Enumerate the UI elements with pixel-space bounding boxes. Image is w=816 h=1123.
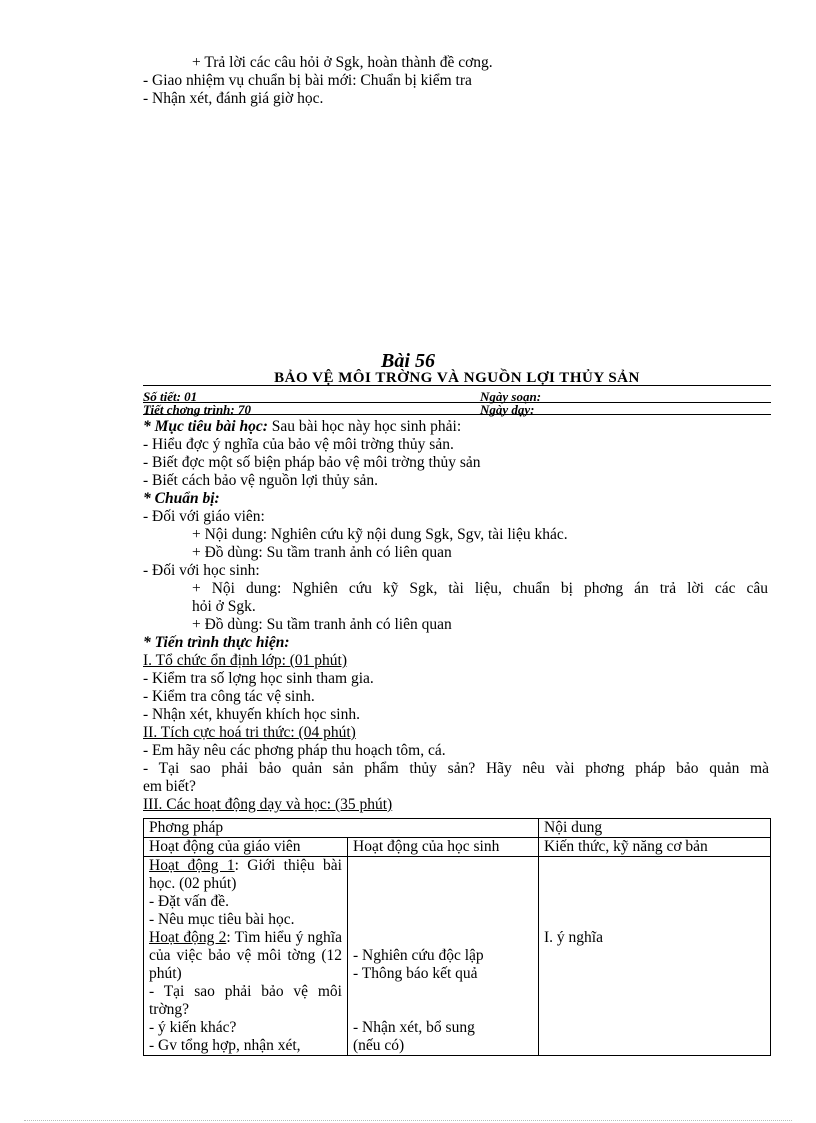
chuan-bi-hs-do-dung: + Đồ dùng: Su tầm tranh ảnh có liên quan (192, 616, 452, 633)
noi-dung-cell (539, 857, 771, 1056)
hd1-text: : Giới thiệu bài học. (02 phút) (149, 857, 342, 892)
top-line-1: + Trả lời các câu hỏi ở Sgk, hoàn thành đề cơng. (192, 54, 493, 71)
tien-trinh-heading: * Tiến trình thực hiện: (143, 634, 290, 651)
table-header-row-2 (144, 838, 771, 857)
activities-table (143, 818, 771, 1056)
section-1-item-1: - Kiểm tra số lợng học sinh tham gia. (143, 670, 374, 687)
nd-section-y-nghia: I. ý nghĩa (544, 929, 603, 946)
section-2-question-1: - Em hãy nêu các phơng pháp thu hoạch tôm, cá. (143, 742, 446, 759)
hs-activities-cell (348, 857, 539, 1056)
section-1-item-3: - Nhận xét, khuyến khích học sinh. (143, 706, 360, 723)
chuan-bi-gv-label: - Đối với giáo viên: (143, 508, 265, 525)
muc-tieu-intro: Sau bài học này học sinh phải: (267, 418, 462, 435)
nd-spacer (544, 857, 765, 929)
ngay-soan: Ngày soạn: (480, 389, 542, 404)
chuan-bi-heading: * Chuẩn bị: (143, 490, 220, 507)
gv-line-dat-van-de: - Đặt vấn đề. (149, 893, 230, 910)
hs-line-thong-bao: - Thông báo kết quả (353, 965, 478, 982)
gv-line-y-kien: - ý kiến khác? (149, 1019, 237, 1036)
header-gv: Hoạt động của giáo viên (144, 838, 348, 857)
muc-tieu-item-1: - Hiểu đợc ý nghĩa của bảo vệ môi trờng thủy sản. (143, 436, 454, 453)
table-row (144, 857, 771, 1056)
section-1-title: I. Tổ chức ổn định lớp: (01 phút) (143, 652, 348, 669)
header-hs: Hoạt động của học sinh (348, 838, 539, 857)
lesson-number: Bài 56 (381, 350, 435, 372)
top-line-2: - Giao nhiệm vụ chuẩn bị bài mới: Chuẩn bị kiểm tra (143, 72, 472, 89)
section-2-question-2a: - Tại sao phải bảo quản sản phẩm thủy sản? Hãy nêu vài phơng pháp bảo quản mà (143, 760, 769, 777)
gv-hoat-dong-1 (149, 857, 342, 893)
hd1-label: Hoạt động 1 (149, 857, 235, 874)
hs-line-nhan-xet: - Nhận xét, bổ sung (353, 1019, 475, 1036)
hs-line-nghien-cuu: - Nghiên cứu độc lập (353, 947, 484, 964)
meta-rule-2 (143, 414, 771, 415)
top-line-3: - Nhận xét, đánh giá giờ học. (143, 90, 324, 107)
gv-line-muc-tieu: - Nêu mục tiêu bài học. (149, 911, 295, 928)
section-2-title: II. Tích cực hoá tri thức: (04 phút) (143, 724, 356, 741)
so-tiet: Số tiết: 01 (143, 389, 198, 404)
tiet-chuong-trinh: Tiết chơng trình: 70 (143, 402, 251, 417)
section-2-question-2b: em biết? (143, 778, 196, 795)
header-phuong-phap: Phơng pháp (144, 819, 539, 838)
muc-tieu-heading: * Mục tiêu bài học: (143, 418, 268, 435)
chuan-bi-gv-noi-dung: + Nội dung: Nghiên cứu kỹ nội dung Sgk, Sgv, tài liệu khác. (192, 526, 568, 543)
chuan-bi-gv-do-dung: + Đồ dùng: Su tầm tranh ảnh có liên quan (192, 544, 452, 561)
muc-tieu-line (143, 418, 461, 436)
ngay-day: Ngày dạy: (480, 402, 535, 417)
chuan-bi-hs-noi-dung-2: hỏi ở Sgk. (192, 598, 256, 615)
gv-line-tai-sao: - Tại sao phải bảo vệ môi trờng? (149, 983, 342, 1018)
section-3-title: III. Các hoạt động dạy và học: (35 phút) (143, 796, 393, 813)
hd2-label: Hoạt động 2 (149, 929, 227, 946)
chuan-bi-hs-label: - Đối với học sinh: (143, 562, 260, 579)
chuan-bi-hs-noi-dung-1: + Nội dung: Nghiên cứu kỹ Sgk, tài liệu, chuẩn bị phơng án trả lời các câu (192, 580, 768, 597)
hs-spacer-1 (353, 857, 533, 947)
table-header-row-1 (144, 819, 771, 838)
page-bottom-border (24, 1120, 792, 1121)
header-kien-thuc: Kiến thức, kỹ năng cơ bản (539, 838, 771, 857)
hs-line-neu-co: (nếu có) (353, 1037, 405, 1054)
section-1-item-2: - Kiểm tra công tác vệ sinh. (143, 688, 315, 705)
lesson-title: BẢO VỆ MÔI TRỜNG VÀ NGUỒN LỢI THỦY SẢN (274, 370, 640, 386)
muc-tieu-item-2: - Biết đợc một số biện pháp bảo vệ môi trờng thủy sản (143, 454, 481, 471)
hd2-text: : Tìm hiểu ý nghĩa của việc bảo vệ môi tờng (12 phút) (149, 929, 342, 982)
title-rule (143, 385, 771, 386)
header-noi-dung: Nội dung (539, 819, 771, 838)
hs-spacer-2 (353, 983, 533, 1019)
muc-tieu-item-3: - Biết cách bảo vệ nguồn lợi thủy sản. (143, 472, 379, 489)
gv-line-tong-hop: - Gv tổng hợp, nhận xét, (149, 1037, 301, 1054)
gv-hoat-dong-2 (149, 929, 342, 983)
gv-activities-cell (144, 857, 348, 1056)
